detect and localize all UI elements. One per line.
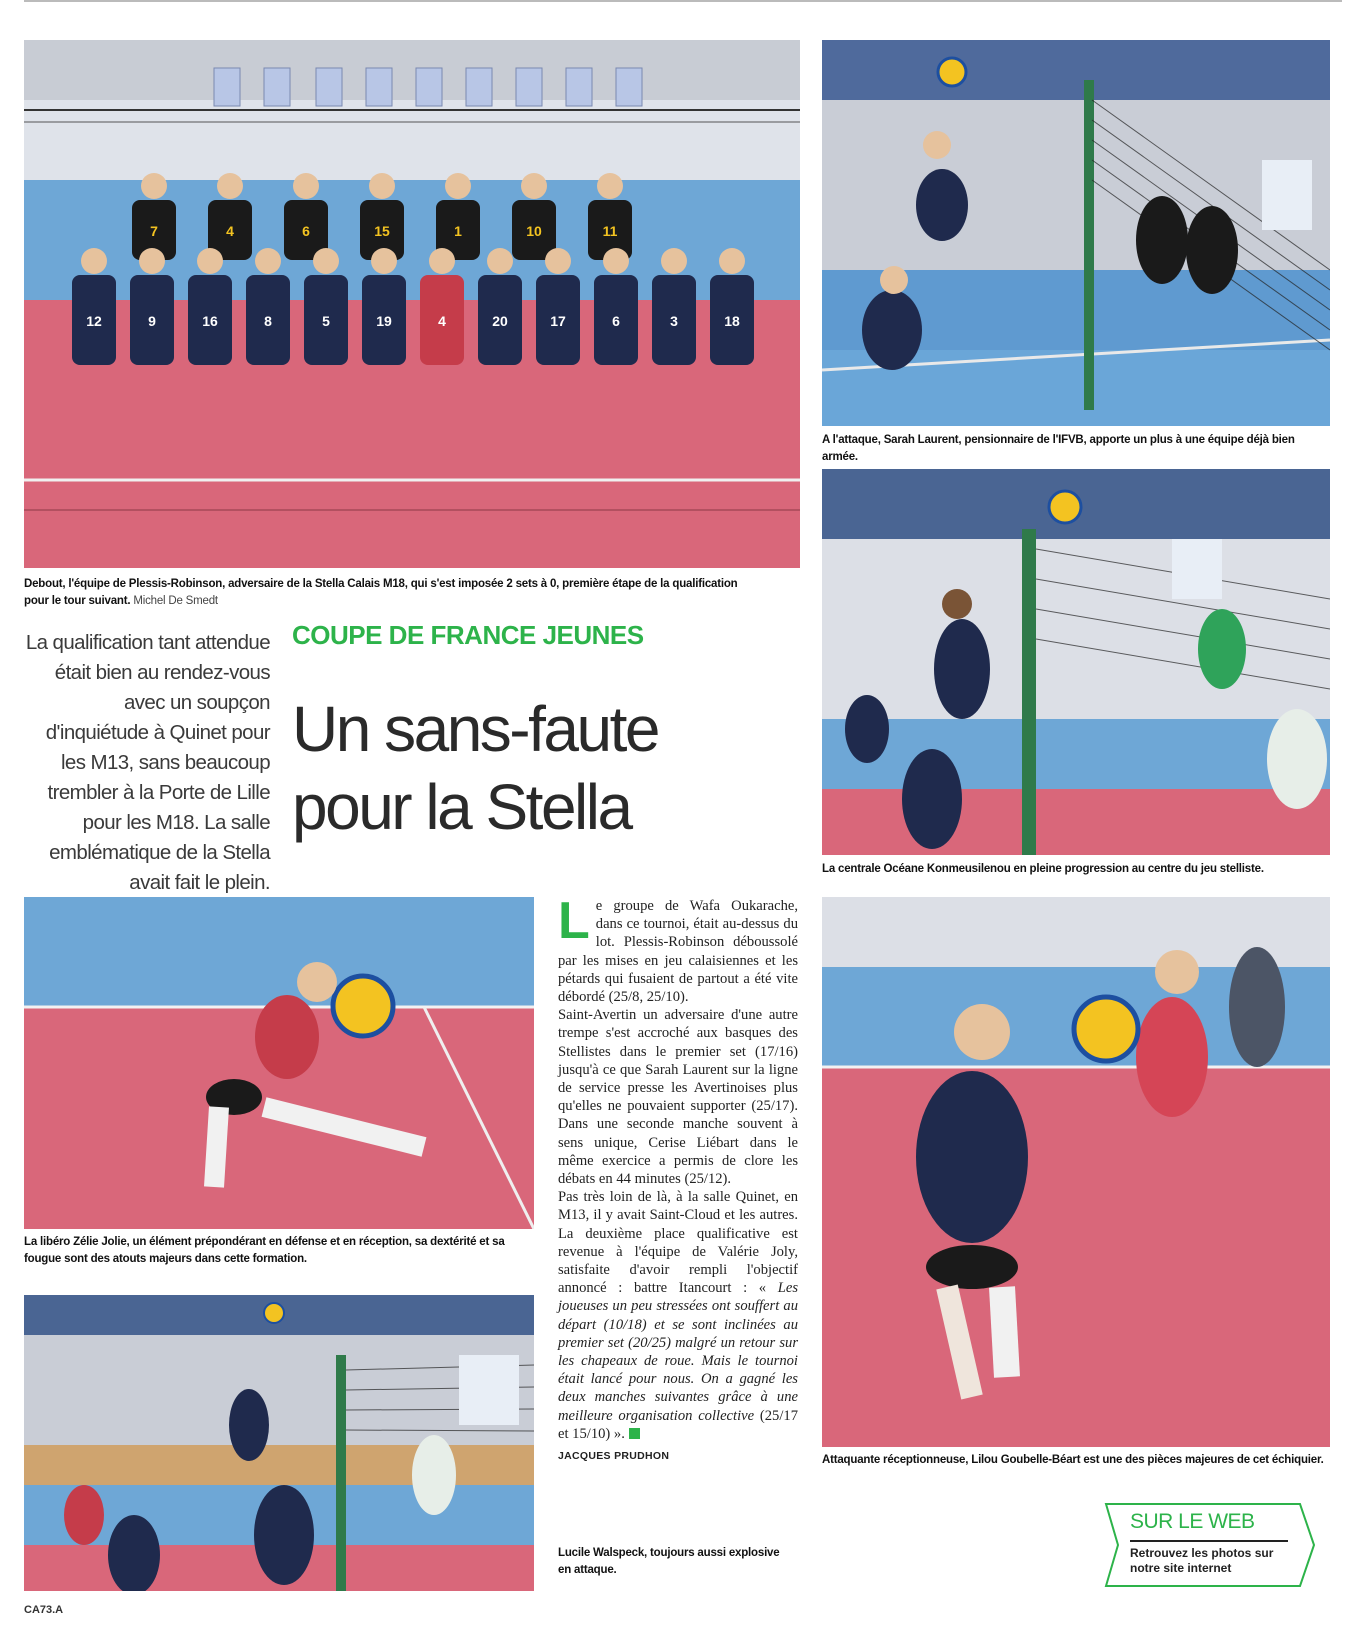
jersey-number: 9 (148, 313, 156, 329)
article-body (558, 892, 798, 1465)
headline-line-2: pour la Stella (292, 771, 631, 843)
paragraph-3-end: (25/17 et 15/10) ». (558, 1407, 798, 1442)
central-photo (822, 469, 1330, 855)
drop-cap: L (558, 892, 590, 950)
jersey-number: 17 (550, 313, 566, 329)
jersey-number: 19 (376, 313, 392, 329)
jersey-number: 10 (526, 223, 542, 239)
jersey-number: 6 (302, 223, 310, 239)
team-photo-caption (24, 576, 754, 609)
receiver-photo (822, 897, 1330, 1447)
author-signature: JACQUES PRUDHON (558, 1450, 670, 1463)
jersey-number: 20 (492, 313, 508, 329)
web-box-subtitle: Retrouvez les photos sur notre site internet (1130, 1546, 1274, 1575)
jersey-number: 1 (454, 223, 462, 239)
quote: Les joueuses un peu stressées ont souffert au départ (10/18) et se sont inclinées au premier set (20/25) malgré un retour sur les chapeaux de roue. Mais le tournoi était lancé pour nous. On a gagné les deux manches suivantes grâce à une meilleure organisation collective (558, 1280, 798, 1424)
central-photo-caption (822, 861, 1330, 878)
paragraph-1-text: e groupe de Wafa Oukarache, dans ce tournoi, était au-dessus du lot. Plessis-Robinson déboussolé par les mises en jeu calaisiennes et les pétards qui fusaient de partout a été vite débordé (25/8, 25/10). (558, 898, 798, 1006)
web-box-title: SUR LE WEB (1130, 1510, 1255, 1533)
jersey-number: 4 (226, 223, 234, 239)
jersey-number: 4 (438, 313, 446, 329)
paragraph-2: Saint-Avertin un adversaire d'une autre trempe s'est accroché aux basques des Stellistes dans le premier set (17/16) jusqu'à ce que Sarah Laurent sur la ligne de service presse les Avertinoises plus qu'elles ne pouvaient supporter (25/17). Dans une seconde manche souvent à sens unique, Cerise Liébart dans le même exercice a permis de clore les débats en 44 minutes (25/12). (558, 1007, 798, 1188)
attack-photo (822, 40, 1330, 426)
photo-credit: Michel De Smedt (133, 594, 218, 607)
caption-text: A l'attaque, Sarah Laurent, pensionnaire de l'IFVB, apporte un plus à une équipe déjà bien armée. (822, 434, 1295, 463)
walspeck-photo (24, 1295, 534, 1591)
caption-text: Debout, l'équipe de Plessis-Robinson, adversaire de la Stella Calais M18, qui s'est imposée 2 sets à 0, première étape de la qualification pour le tour suivant. (24, 578, 738, 607)
paragraph-1 (558, 892, 798, 1006)
caption-text: Lucile Walspeck, toujours aussi explosive en attaque. (558, 1547, 780, 1576)
section-kicker: COUPE DE FRANCE JEUNES (292, 620, 644, 650)
jersey-number: 7 (150, 223, 158, 239)
jersey-number: 15 (374, 223, 390, 239)
page-code: CA73.A (24, 1604, 64, 1616)
jersey-number: 16 (202, 313, 218, 329)
jersey-number: 11 (602, 223, 618, 239)
libero-photo-caption (24, 1234, 534, 1267)
headline-line-1: Un sans-faute (292, 693, 658, 765)
jersey-number: 8 (264, 313, 272, 329)
caption-text: La centrale Océane Konmeusilenou en pleine progression au centre du jeu stelliste. (822, 863, 1264, 875)
paragraph-3-start: Pas très loin de là, à la salle Quinet, en M13, il y avait Saint-Cloud et les autres. La deuxième place qualificative est revenue à l'équipe de Valérie Joly, satisfaite d'avoir rempli l'objectif annoncé : battre Itancourt : « (558, 1189, 798, 1297)
jersey-number: 12 (86, 313, 102, 329)
web-box-rule (1130, 1540, 1288, 1542)
article-headline (292, 690, 772, 846)
caption-text: Attaquante réceptionneuse, Lilou Goubelle-Béart est une des pièces majeures de cet échiquier. (822, 1454, 1324, 1466)
jersey-number: 18 (724, 313, 740, 329)
lead-paragraph: La qualification tant attendue était bien au rendez-vous avec un soupçon d'inquiétude à Quinet pour les M13, sans beaucoup trembler à la Porte de Lille pour les M18. La salle emblématique de la Stella avait fait le plein. (25, 631, 270, 894)
top-rule (24, 0, 1342, 2)
receiver-photo-caption (822, 1452, 1330, 1469)
paragraph-3 (558, 1188, 798, 1443)
end-mark-icon (629, 1428, 640, 1439)
attack-photo-caption (822, 432, 1330, 465)
web-promo-box[interactable] (1104, 1502, 1316, 1588)
walspeck-photo-caption (558, 1545, 794, 1578)
team-photo (24, 40, 800, 568)
jersey-number: 5 (322, 313, 330, 329)
libero-photo (24, 897, 534, 1229)
jersey-number: 3 (670, 313, 678, 329)
caption-text: La libéro Zélie Jolie, un élément prépondérant en défense et en réception, sa dextérité et sa fougue sont des atouts majeurs dans cette formation. (24, 1236, 505, 1265)
jersey-number: 6 (612, 313, 620, 329)
